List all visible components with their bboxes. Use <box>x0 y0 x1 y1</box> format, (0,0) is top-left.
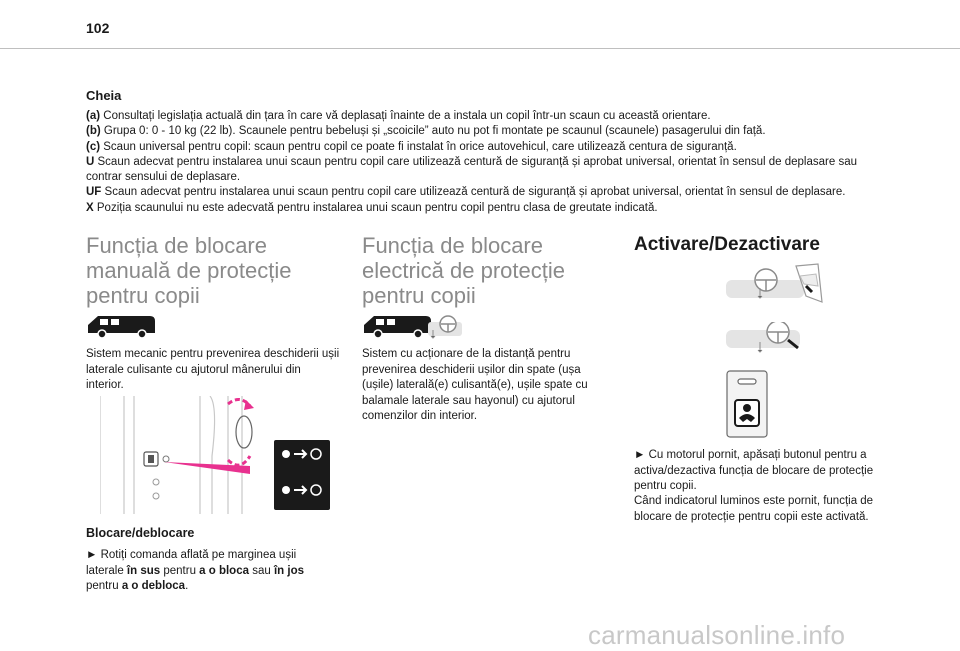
instruction-emphasis: în jos <box>273 564 304 577</box>
indicator-note: Când indicatorul luminos este pornit, funcția de blocare de protecție pentru copii este activată. <box>634 495 874 523</box>
heading-line: electrică de protecție <box>362 258 565 283</box>
key-tag: X <box>86 201 94 214</box>
instruction-text: sau <box>249 564 274 577</box>
child-lock-button-icon <box>726 370 768 438</box>
key-item <box>86 185 876 200</box>
key-item <box>86 201 876 216</box>
heading-line: Funcția de blocare <box>86 233 267 258</box>
door-edge-control-illustration <box>100 396 330 514</box>
key-tag: (a) <box>86 110 101 122</box>
instruction-text: pentru <box>86 580 122 592</box>
electric-lock-description: Sistem cu acționare de la distanță pentru prevenirea deschiderii ușilor din spate (ușa (ușile) laterală(e) culisantă(e), ușile spate cu balamale laterale sau hayonul) cu ajutorul comenzilor din interior. <box>362 348 588 422</box>
key-text: Consultați legislația actuală din țara în care vă deplasați înainte de a instala un copil într-un scaun cu această orientare. <box>103 110 711 122</box>
heading-line: Funcția de blocare <box>362 233 543 258</box>
key-text: Scaun adecvat pentru instalarea unui scaun pentru copil care utilizează centură de siguranță și aprobat universal, orientat în sensul de deplasare sau contrar sensului de deplasare. <box>86 155 857 184</box>
key-tag: U <box>86 155 95 168</box>
key-item <box>86 155 876 186</box>
manual-lock-instruction <box>86 548 336 595</box>
key-text: Scaun universal pentru copil: scaun pentru copil ce poate fi instalat în orice autovehicul, care utilizează centura de siguranță. <box>103 140 737 153</box>
dashboard-steering-icon <box>726 322 802 356</box>
instruction-emphasis: a o debloca <box>121 580 186 592</box>
heading-line: pentru copii <box>362 283 476 308</box>
watermark: carmanualsonline.info <box>588 620 846 650</box>
instruction-text: . <box>185 580 189 592</box>
instruction-text: Rotiți comanda aflată pe marginea ușii laterale <box>86 549 297 577</box>
heading-line: manuală de protecție <box>86 258 292 283</box>
key-item <box>86 124 876 139</box>
key-item <box>86 140 876 155</box>
dashboard-steering-icon <box>428 314 462 342</box>
electric-child-lock-heading <box>362 233 612 308</box>
activation-instruction: ► Cu motorul pornit, apăsați butonul pentru a activa/dezactiva funcția de blocare de protecție pentru copii. <box>634 449 874 492</box>
activation-heading: Activare/Dezactivare <box>634 234 820 255</box>
manual-child-lock-heading <box>86 233 336 308</box>
key-list <box>86 109 876 216</box>
key-tag: UF <box>86 186 102 199</box>
manual-lock-description: Sistem mecanic pentru prevenirea deschiderii ușii laterale culisante cu ajutorul mânerului din interior. <box>86 348 340 391</box>
key-tag: (c) <box>86 140 101 153</box>
key-title: Cheia <box>86 88 122 103</box>
key-text: Scaun adecvat pentru instalarea unui scaun pentru copil care utilizează centură de siguranță și aprobat universal, orientat în sensul de deplasare. <box>104 186 846 199</box>
heading-line: pentru copii <box>86 283 200 308</box>
instruction-text: pentru <box>160 564 200 577</box>
bullet-arrow: ► <box>86 549 98 561</box>
instruction-emphasis: a o bloca <box>199 564 250 577</box>
lock-unlock-subheading: Blocare/deblocare <box>86 526 195 540</box>
instruction-emphasis: în sus <box>126 564 161 577</box>
header-divider <box>0 48 960 49</box>
van-icon <box>86 313 158 339</box>
key-text: Grupa 0: 0 - 10 kg (22 lb). Scaunele pentru bebeluși și „scoicile” auto nu pot fi montate pe scaunul (scaunele) pasagerului din față. <box>103 125 766 138</box>
van-icon <box>362 313 434 339</box>
page-number: 102 <box>86 20 110 36</box>
key-text: Poziția scaunului nu este adecvată pentru instalarea unui scaun pentru copil pentru clasa de greutate indicată. <box>96 201 658 214</box>
key-tag: (b) <box>86 125 101 138</box>
key-item <box>86 109 876 124</box>
dashboard-door-illustration <box>726 262 826 306</box>
